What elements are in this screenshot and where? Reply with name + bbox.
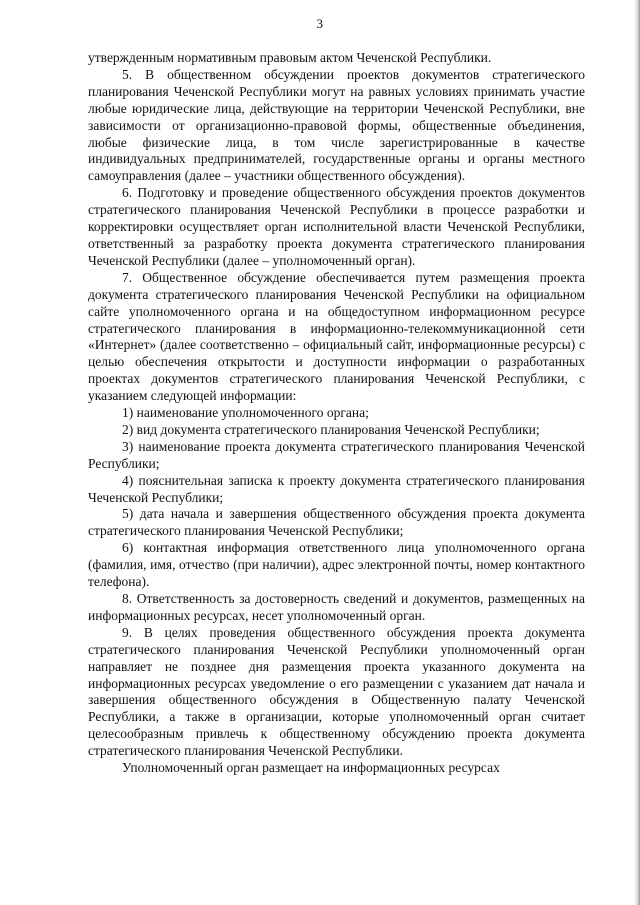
paragraph-item-6: 6. Подготовку и проведение общественного обсуждения проектов документов стратегического планирования Чеченской Республики в процессе разработки и корректировки осуществляет орган исполнительной власти Чеченской Республики, ответственный за разработку проекта документа стратегического планирования Чеченской Республики (далее – уполномоченный орган).: [88, 185, 585, 268]
paragraph-final: Уполномоченный орган размещает на информационных ресурсах: [122, 760, 500, 776]
paragraph-item-8: 8. Ответственность за достоверность сведений и документов, размещенных на информационных ресурсах, несет уполномоченный орган.: [88, 591, 585, 623]
list-item-6: 6) контактная информация ответственного лица уполномоченного органа (фамилия, имя, отчество (при наличии), адрес электронной почты, номер контактного телефона).: [88, 540, 585, 590]
scan-edge-shadow: [634, 0, 640, 905]
paragraph-continuation: утвержденным нормативным правовым актом Чеченской Республики.: [88, 50, 492, 65]
document-body: [88, 50, 585, 777]
page-number: 3: [316, 16, 324, 31]
list-item-5: 5) дата начала и завершения общественного обсуждения проекта документа стратегического планирования Чеченской Республики;: [88, 506, 585, 539]
paragraph-item-7: 7. Общественное обсуждение обеспечивается путем размещения проекта документа стратегического планирования Чеченской Республики на официальном сайте уполномоченного органа и на общедоступном информационном ресурсе стратегического планирования в информационно-телекоммуникационной сети «Интернет» (далее соответственно – официальный сайт, информационные ресурсы) с целью обеспечения открытости и доступности информации о разработанных проектах документов стратегического планирования Чеченской Республики, с указанием следующей информации:: [88, 269, 585, 404]
paragraph-item-5: 5. В общественном обсуждении проектов документов стратегического планирования Чеченской Республики могут на равных условиях принимать участие любые юридические лица, действующие на территории Чеченской Республики, вне зависимости от организационно-правовой формы, общественные объединения, любые физические лица, в том числе зарегистрированные в качестве индивидуальных предпринимателей, государственные органы и органы местного самоуправления (далее – участники общественного обсуждения).: [88, 66, 585, 184]
list-item-4: 4) пояснительная записка к проекту документа стратегического планирования Чеченской Республики;: [88, 472, 585, 505]
list-item-1: 1) наименование уполномоченного органа;: [122, 405, 369, 421]
paragraph-item-9: 9. В целях проведения общественного обсуждения проекта документа стратегического планирования Чеченской Республики уполномоченный орган направляет не позднее дня размещения проекта указанного документа на информационных ресурсах уведомление о его размещении с указанием дат начала и завершения общественного обсуждения в Общественную палату Чеченской Республики, а также в организации, которые уполномоченный орган считает целесообразным привлечь к общественному обсуждению проекта документа стратегического планирования Чеченской Республики.: [88, 624, 585, 759]
list-item-3: 3) наименование проекта документа стратегического планирования Чеченской Республики;: [88, 438, 585, 471]
list-item-2: 2) вид документа стратегического планирования Чеченской Республики;: [122, 421, 540, 437]
